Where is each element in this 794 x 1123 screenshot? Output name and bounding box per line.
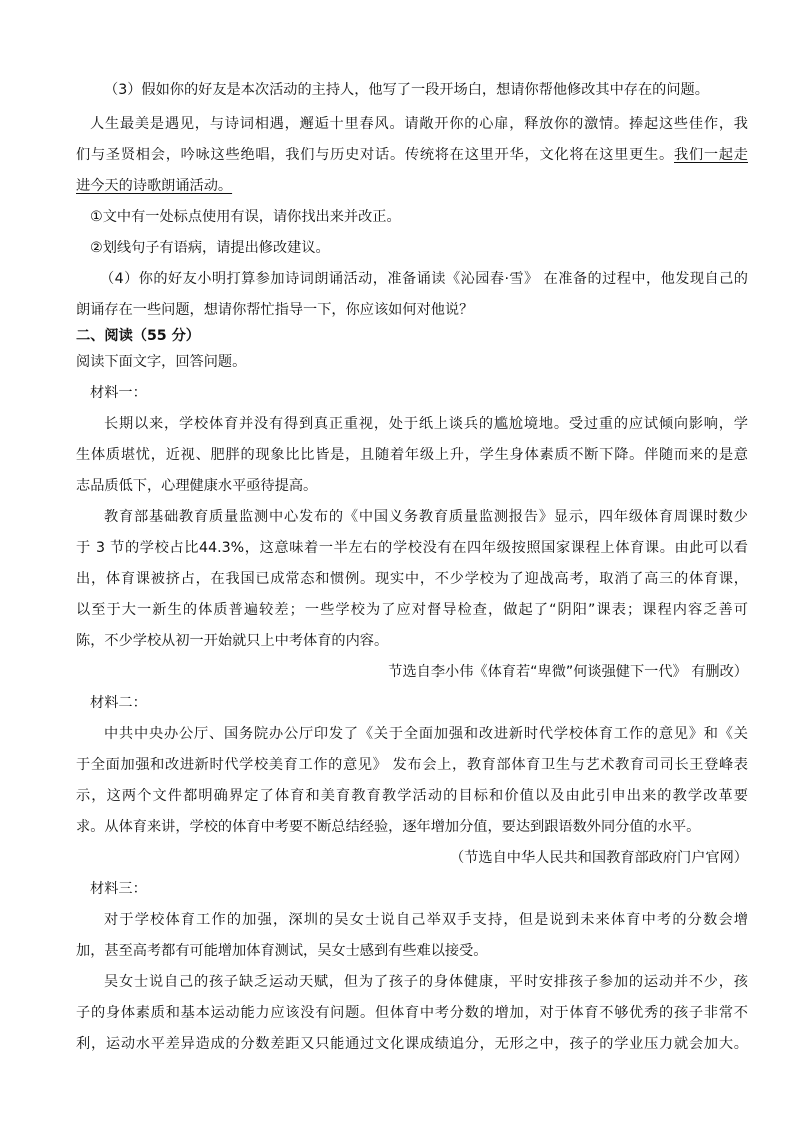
- q3-paragraph-line-1: 人生最美是遇见，与诗词相遇，邂逅十里春风。请敞开你的心扉，释放你的激情。捧起这些佳作，我: [90, 116, 748, 132]
- q4-line-1: （4）你的好友小明打算参加诗词朗诵活动，准备诵读《沁园春·雪》 在准备的过程中，他发现自己的: [100, 271, 748, 287]
- q3-paragraph-plain: 们与圣贤相会，吟咏这些绝唱，我们与历史对话。传统将在这里开华，文化将在这里更生。: [76, 147, 674, 163]
- material-3-label: 材料三：: [90, 881, 147, 897]
- q4-line-2: 朗诵存在一些问题，想请你帮忙指导一下，你应该如何对他说？: [76, 302, 474, 318]
- material-1-p2-line-1: 教育部基础教育质量监测中心发布的《中国义务教育质量监测报告》显示，四年级体育周课时数少: [104, 509, 748, 525]
- material-2-line-4: 求。从体育来讲，学校的体育中考要不断总结经验，逐年增加分值，要达到跟语数外同分值的水平。: [76, 819, 701, 835]
- material-1-label: 材料一：: [90, 385, 147, 401]
- material-3-p1-line-2: 加，甚至高考都有可能增加体育测试，吴女士感到有些难以接受。: [76, 943, 488, 959]
- material-2-line-3: 示，这两个文件都明确界定了体育和美育教育教学活动的目标和价值以及由此引申出来的教学改革要: [76, 788, 748, 804]
- q3-underlined-sentence: 我们一起走: [674, 147, 748, 163]
- material-1-p2-line-5: 陈，不少学校从初一开始就只上中考体育的内容。: [76, 633, 389, 649]
- material-1-source: 节选自李小伟《体育若“卑微”何谈强健下一代》 有删改）: [388, 664, 748, 680]
- material-3-p2-line-1: 吴女士说自己的孩子缺乏运动天赋，但为了孩子的身体健康，平时安排孩子参加的运动并不少，孩: [104, 974, 748, 990]
- material-1-p1-line-3: 志品质低下，心理健康水平亟待提高。: [76, 478, 318, 494]
- material-1-p1-line-1: 长期以来，学校体育并没有得到真正重视，处于纸上谈兵的尴尬境地。受过重的应试倾向影响，学: [104, 416, 748, 432]
- material-3-p2-line-2: 子的身体素质和基本运动能力应该没有问题。但体育中考分数的增加，对于体育不够优秀的孩子非常不: [76, 1005, 748, 1021]
- q3-intro: （3）假如你的好友是本次活动的主持人，他写了一段开场白，想请你帮他修改其中存在的问题。: [104, 82, 709, 98]
- material-3-p2-line-3: 利，运动水平差异造成的分数差距又只能通过文化课成绩追分，无形之中，孩子的学业压力就会加大。: [76, 1036, 748, 1052]
- section-heading: 二、阅读（55 分）: [76, 328, 200, 344]
- material-2-line-2: 于全面加强和改进新时代学校美育工作的意见》 发布会上，教育部体育卫生与艺术教育司司长王登峰表: [76, 757, 748, 773]
- material-2-source: （节选自中华人民共和国教育部政府门户官网）: [450, 850, 748, 866]
- q3-task-2: ②划线句子有语病，请提出修改建议。: [90, 240, 330, 256]
- q3-paragraph-line-3: [76, 176, 232, 196]
- material-1-p2-line-2: 于 3 节的学校占比44.3%，这意味着一半左右的学校没有在四年级按照国家课程上体育课。由此可以看: [76, 540, 748, 556]
- material-1-p1-line-2: 生体质堪忧，近视、肥胖的现象比比皆是，且随着年级上升，学生身体素质不断下降。伴随而来的是意: [76, 447, 748, 463]
- material-1-p2-line-3: 出，体育课被挤占，在我国已成常态和惯例。现实中，不少学校为了迎战高考，取消了高三的体育课，: [76, 571, 748, 587]
- q3-task-1: ①文中有一处标点使用有误，请你找出来并改正。: [90, 209, 401, 225]
- material-3-p1-line-1: 对于学校体育工作的加强，深圳的吴女士说自己举双手支持，但是说到未来体育中考的分数会增: [104, 912, 748, 928]
- material-2-line-1: 中共中央办公厅、国务院办公厅印发了《关于全面加强和改进新时代学校体育工作的意见》和《关: [104, 726, 748, 742]
- section-instruction: 阅读下面文字，回答问题。: [76, 354, 247, 370]
- q3-underlined-sentence-end: 进今天的诗歌朗诵活动。: [76, 178, 233, 194]
- material-1-p2-line-4: 以至于大一新生的体质普遍较差；一些学校为了应对督导检查，做起了“阴阳”课表；课程内容乏善可: [76, 602, 748, 618]
- material-2-label: 材料二：: [90, 695, 147, 711]
- q3-paragraph-line-2: [76, 145, 748, 165]
